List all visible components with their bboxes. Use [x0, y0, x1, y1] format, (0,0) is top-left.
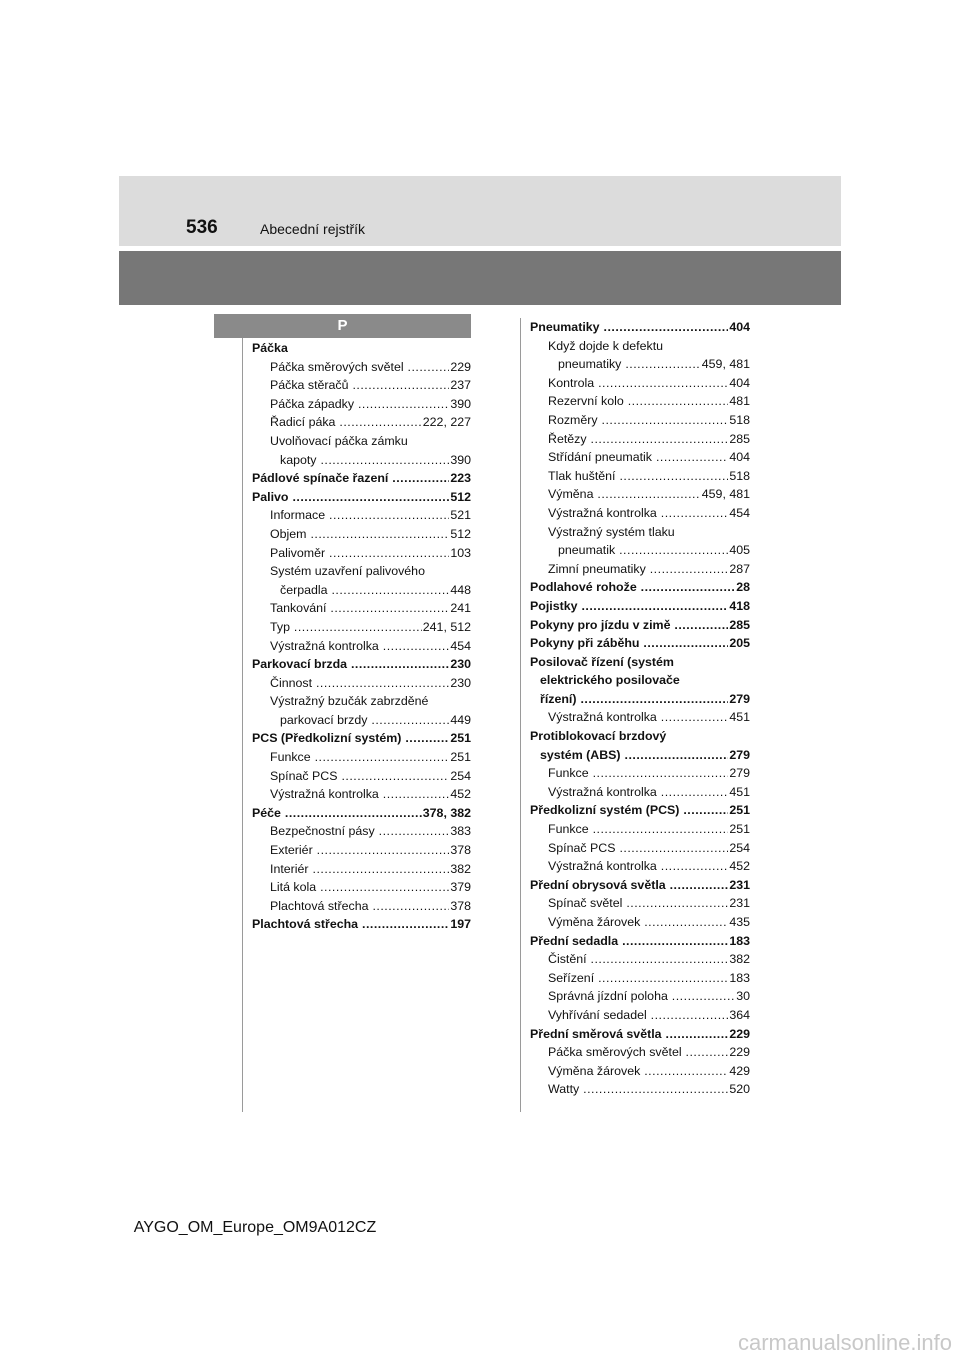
index-entry	[530, 894, 750, 913]
index-entry-page: 405	[728, 541, 750, 560]
watermark: carmanualsonline.info	[737, 1330, 952, 1355]
index-entry	[252, 544, 471, 563]
index-entry-term: Páčka stěračů .....	[270, 376, 471, 395]
index-entry-term: Rezervní kolo .....	[548, 392, 750, 411]
index-entry-term: Výstražná kontrolka .....	[270, 785, 471, 804]
index-entry-term: Interiér .....	[270, 860, 471, 879]
index-entry-page: 378	[449, 897, 471, 916]
index-entry	[530, 820, 750, 839]
index-entry-term: Páčka	[252, 341, 288, 355]
index-entry	[530, 523, 750, 542]
index-entry-page: 229	[728, 1043, 750, 1062]
index-entry-page: 279	[728, 764, 750, 783]
document-code: AYGO_OM_Europe_OM9A012CZ	[133, 1219, 377, 1236]
index-entry-page: 28	[735, 578, 750, 597]
index-entry-page: 452	[449, 785, 471, 804]
index-entry-term: Bezpečnostní pásy .....	[270, 822, 471, 841]
index-entry	[530, 653, 750, 672]
index-entry-term: Řadicí páka .....	[270, 413, 471, 432]
index-entry-term: Přední směrová světla .....	[530, 1025, 750, 1044]
index-entry-page: 390	[449, 395, 471, 414]
index-entry-term: Uvolňovací páčka zámku	[270, 433, 408, 448]
index-entry	[252, 432, 471, 451]
index-entry	[530, 708, 750, 727]
index-entry-term: Plachtová střecha .....	[270, 897, 471, 916]
index-entry	[252, 692, 471, 711]
index-entry-page: 364	[728, 1006, 750, 1025]
index-entry	[530, 560, 750, 579]
index-entry-term: Objem .....	[270, 525, 471, 544]
index-entry-page: 435	[728, 913, 750, 932]
index-entry-term: Seřízení .....	[548, 969, 750, 988]
index-entry-term: Páčka směrových světel .....	[270, 358, 471, 377]
index-entry-term: Tlak huštění .....	[548, 467, 750, 486]
index-entry-term: Přední obrysová světla .....	[530, 876, 750, 895]
index-entry-term: Posilovač řízení (systém	[530, 654, 674, 669]
index-entry-term: systém (ABS) .....	[540, 746, 750, 765]
index-entry-page: 518	[728, 467, 750, 486]
index-entry-page: 231	[728, 876, 750, 895]
index-entry-term: Palivoměr .....	[270, 544, 471, 563]
right-column-divider	[520, 318, 521, 1112]
index-entry-page: 183	[728, 969, 750, 988]
index-entry	[252, 488, 471, 507]
index-entry-page: 383	[449, 822, 471, 841]
index-entry	[252, 711, 471, 730]
index-entry-page: 454	[728, 504, 750, 523]
index-entry	[530, 411, 750, 430]
index-entry-term: Informace .....	[270, 506, 471, 525]
index-entry	[530, 634, 750, 653]
index-entry-page: 518	[728, 411, 750, 430]
index-entry-page: 379	[449, 878, 471, 897]
index-entry-term: Péče .....	[252, 804, 471, 823]
index-entry-term: pneumatik .....	[558, 541, 750, 560]
index-entry	[530, 392, 750, 411]
index-entry	[530, 578, 750, 597]
index-entry	[252, 860, 471, 879]
index-entry-page: 404	[728, 318, 750, 337]
index-entry-page: 404	[728, 374, 750, 393]
index-entry-page: 251	[449, 748, 471, 767]
index-entry-term: Plachtová střecha .....	[252, 915, 471, 934]
index-entry	[530, 430, 750, 449]
index-entry-term: Když dojde k defektu	[548, 338, 664, 353]
index-entry-term: Systém uzavření palivového	[270, 564, 425, 579]
index-column-right	[530, 318, 750, 1099]
index-entry	[252, 767, 471, 786]
index-entry	[530, 671, 750, 690]
index-entry-term: Spínač PCS .....	[270, 767, 471, 786]
index-entry	[252, 637, 471, 656]
index-entry-page: 454	[449, 637, 471, 656]
index-entry-term: Přední sedadla .....	[530, 932, 750, 951]
index-entry-page: 205	[728, 634, 750, 653]
index-entry-term: Zimní pneumatiky .....	[548, 560, 750, 579]
index-entry	[252, 525, 471, 544]
index-entry-term: Výměna žárovek .....	[548, 1062, 750, 1081]
index-entry-page: 103	[449, 544, 471, 563]
index-entry-term: Pneumatiky .....	[530, 318, 750, 337]
index-entry	[252, 655, 471, 674]
index-entry-page: 390	[449, 451, 471, 470]
index-entry	[530, 597, 750, 616]
index-entry-term: Činnost .....	[270, 674, 471, 693]
index-entry	[530, 801, 750, 820]
index-entry-term: čerpadla .....	[280, 581, 471, 600]
section-title: Abecední rejstřík	[260, 221, 366, 237]
index-entry	[530, 318, 750, 337]
index-entry-term: Výstražný bzučák zabrzděné	[270, 694, 429, 709]
index-entry-term: Výměna žárovek .....	[548, 913, 750, 932]
index-entry	[252, 469, 471, 488]
index-entry	[530, 467, 750, 486]
index-entry-term: parkovací brzdy .....	[280, 711, 471, 730]
index-entry-term: Výměna .....	[548, 485, 750, 504]
index-entry-page: 254	[449, 767, 471, 786]
index-entry-page: 222, 227	[422, 413, 471, 432]
index-entry-term: elektrického posilovače	[540, 673, 680, 688]
index-entry-page: 459, 481	[701, 355, 750, 374]
index-entry-term: Litá kola .....	[270, 878, 471, 897]
index-entry	[252, 748, 471, 767]
index-entry-term: pneumatiky .....	[558, 355, 750, 374]
index-entry-term: Střídání pneumatik .....	[548, 448, 750, 467]
index-entry-page: 279	[728, 746, 750, 765]
index-entry-term: Parkovací brzda .....	[252, 655, 471, 674]
index-entry-page: 229	[449, 358, 471, 377]
index-entry	[530, 876, 750, 895]
index-entry	[252, 413, 471, 432]
index-entry	[530, 337, 750, 356]
index-entry-term: Pokyny pro jízdu v zimě .....	[530, 616, 750, 635]
index-entry	[530, 1080, 750, 1099]
index-entry	[530, 1062, 750, 1081]
index-entry-term: Čistění .....	[548, 950, 750, 969]
index-entry-term: Funkce .....	[270, 748, 471, 767]
index-entry	[530, 764, 750, 783]
index-entry-page: 451	[728, 783, 750, 802]
index-entry-term: Spínač PCS .....	[548, 839, 750, 858]
index-entry	[252, 729, 471, 748]
index-entry-page: 448	[449, 581, 471, 600]
index-entry	[252, 358, 471, 377]
index-entry-page: 429	[728, 1062, 750, 1081]
index-entry	[530, 969, 750, 988]
index-entry-page: 223	[449, 469, 471, 488]
index-entry-page: 30	[735, 987, 750, 1006]
index-entry	[252, 878, 471, 897]
index-entry-page: 285	[728, 616, 750, 635]
index-entry-page: 459, 481	[701, 485, 750, 504]
index-entry	[530, 690, 750, 709]
index-entry-term: Palivo .....	[252, 488, 471, 507]
index-entry-page: 229	[728, 1025, 750, 1044]
index-entry-page: 251	[728, 820, 750, 839]
index-entry-page: 251	[728, 801, 750, 820]
index-entry-page: 382	[449, 860, 471, 879]
index-entry	[530, 987, 750, 1006]
index-entry-term: Funkce .....	[548, 764, 750, 783]
index-entry	[530, 355, 750, 374]
page-number: 536	[186, 217, 218, 238]
index-entry-term: Výstražná kontrolka .....	[548, 708, 750, 727]
index-entry-term: Řetězy .....	[548, 430, 750, 449]
index-entry-page: 183	[728, 932, 750, 951]
index-entry	[252, 451, 471, 470]
header-dark-band	[119, 251, 841, 305]
index-entry-page: 237	[449, 376, 471, 395]
index-entry-term: řízení) .....	[540, 690, 750, 709]
index-entry-term: Výstražná kontrolka .....	[548, 783, 750, 802]
index-column-left	[252, 339, 471, 934]
index-entry	[530, 727, 750, 746]
index-entry-term: Exteriér .....	[270, 841, 471, 860]
index-entry	[530, 913, 750, 932]
index-entry-page: 521	[449, 506, 471, 525]
index-entry-page: 254	[728, 839, 750, 858]
index-entry-term: Tankování .....	[270, 599, 471, 618]
header-band	[119, 176, 841, 246]
index-entry	[252, 915, 471, 934]
index-entry	[252, 395, 471, 414]
index-entry	[252, 822, 471, 841]
index-entry-page: 285	[728, 430, 750, 449]
index-entry	[530, 374, 750, 393]
index-entry-term: Typ .....	[270, 618, 471, 637]
index-entry	[252, 376, 471, 395]
index-entry-term: Pádlové spínače řazení .....	[252, 469, 471, 488]
index-entry-term: Páčka směrových světel .....	[548, 1043, 750, 1062]
index-entry-term: Předkolizní systém (PCS) .....	[530, 801, 750, 820]
index-entry-term: Podlahové rohože .....	[530, 578, 750, 597]
index-entry-term: Rozměry .....	[548, 411, 750, 430]
index-entry-term: PCS (Předkolizní systém) .....	[252, 729, 471, 748]
index-entry-page: 378	[449, 841, 471, 860]
index-entry	[252, 581, 471, 600]
index-entry-page: 378, 382	[422, 804, 471, 823]
index-entry-page: 481	[728, 392, 750, 411]
index-entry-page: 418	[728, 597, 750, 616]
index-entry	[530, 839, 750, 858]
index-entry-page: 287	[728, 560, 750, 579]
index-entry	[530, 448, 750, 467]
index-entry	[252, 562, 471, 581]
index-entry	[252, 506, 471, 525]
index-entry	[252, 674, 471, 693]
index-entry-term: Protiblokovací brzdový	[530, 729, 667, 744]
index-entry-page: 241	[449, 599, 471, 618]
index-entry	[252, 339, 471, 358]
index-entry-page: 512	[449, 525, 471, 544]
index-entry-page: 230	[449, 674, 471, 693]
index-entry	[530, 746, 750, 765]
index-entry-page: 251	[449, 729, 471, 748]
left-column-divider	[242, 338, 243, 1112]
index-entry-term: Spínač světel .....	[548, 894, 750, 913]
index-entry-term: kapoty .....	[280, 451, 471, 470]
index-entry-page: 452	[728, 857, 750, 876]
index-entry-term: Pokyny při záběhu .....	[530, 634, 750, 653]
index-entry	[530, 950, 750, 969]
index-entry	[252, 804, 471, 823]
index-entry-term: Výstražný systém tlaku	[548, 524, 675, 539]
index-entry-term: Výstražná kontrolka .....	[548, 504, 750, 523]
index-entry	[252, 897, 471, 916]
index-entry	[530, 616, 750, 635]
index-entry-page: 449	[449, 711, 471, 730]
index-entry-page: 404	[728, 448, 750, 467]
index-entry-term: Kontrola .....	[548, 374, 750, 393]
index-entry	[252, 599, 471, 618]
index-entry-page: 241, 512	[422, 618, 471, 637]
index-entry-page: 279	[728, 690, 750, 709]
index-entry-page: 512	[449, 488, 471, 507]
index-entry	[530, 1006, 750, 1025]
index-entry-term: Funkce .....	[548, 820, 750, 839]
index-entry	[530, 485, 750, 504]
index-entry-term: Správná jízdní poloha .....	[548, 987, 750, 1006]
index-entry	[530, 783, 750, 802]
index-entry-term: Pojistky .....	[530, 597, 750, 616]
index-entry-term: Výstražná kontrolka .....	[548, 857, 750, 876]
index-entry	[252, 618, 471, 637]
index-entry-page: 231	[728, 894, 750, 913]
index-entry-term: Vyhřívání sedadel .....	[548, 1006, 750, 1025]
index-entry-term: Páčka západky .....	[270, 395, 471, 414]
index-entry-page: 230	[449, 655, 471, 674]
index-entry	[530, 857, 750, 876]
index-entry-page: 451	[728, 708, 750, 727]
index-letter-heading: P	[214, 314, 471, 338]
index-entry	[530, 541, 750, 560]
index-entry	[530, 1025, 750, 1044]
index-entry	[530, 504, 750, 523]
index-entry	[530, 932, 750, 951]
index-entry-page: 382	[728, 950, 750, 969]
index-entry-term: Výstražná kontrolka .....	[270, 637, 471, 656]
index-entry	[252, 841, 471, 860]
index-entry	[530, 1043, 750, 1062]
index-entry-term: Watty .....	[548, 1080, 750, 1099]
index-entry-page: 197	[449, 915, 471, 934]
index-entry	[252, 785, 471, 804]
index-entry-page: 520	[728, 1080, 750, 1099]
